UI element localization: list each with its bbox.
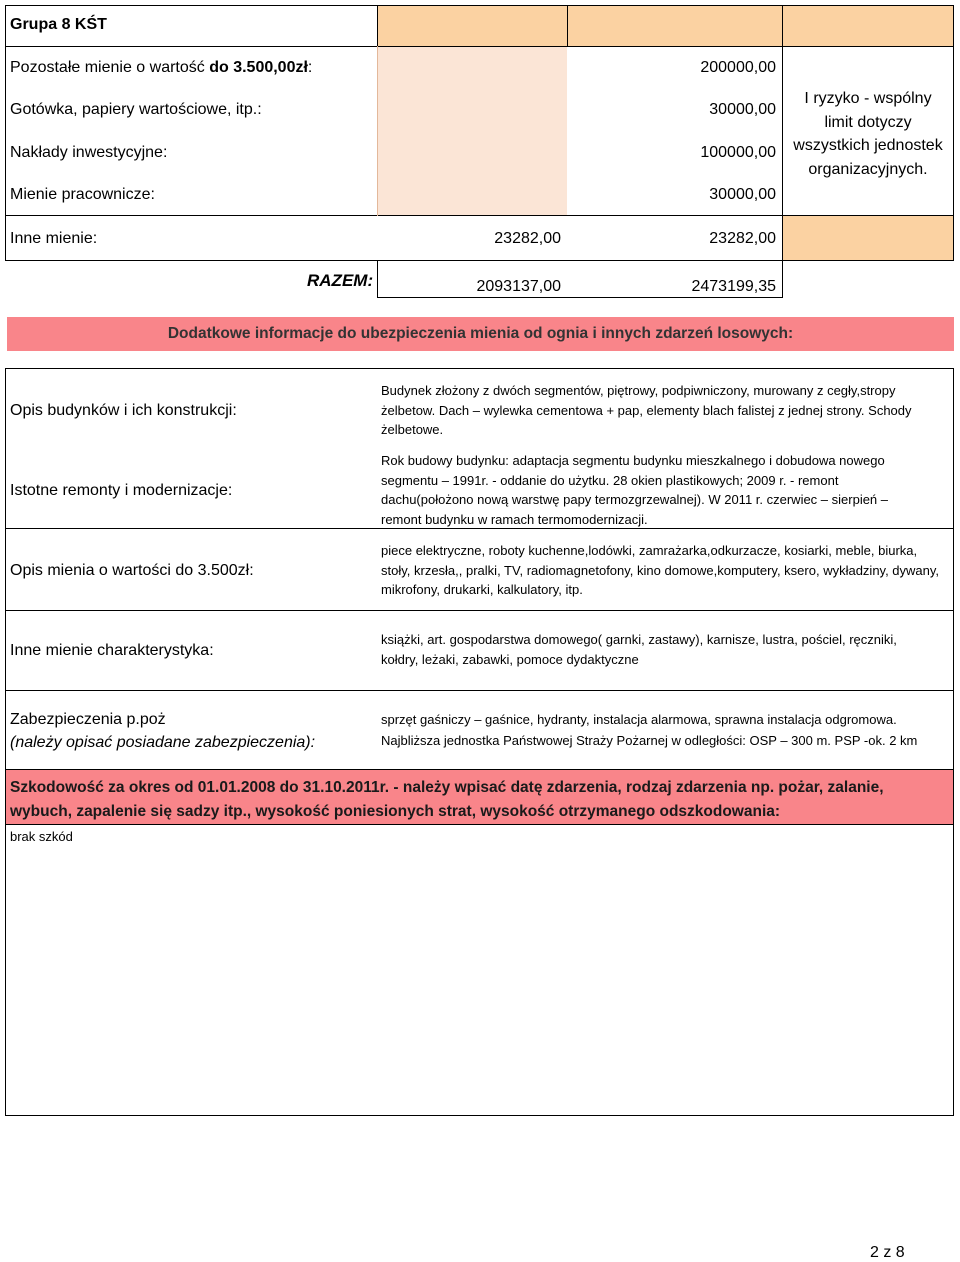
damages-content: brak szkód [10,829,73,844]
renovations-text: Rok budowy budynku: adaptacja segmentu budynku mieszkalnego i dobudowa nowego segmentu – 1991r. - oddanie do użytku. 28 okien plastikowych; 2009 r. - remont dachu(położono nową warstwę papy termozgrzewalnej). W 2011 r. czerwiec – sierpień – remont budynku w ramach termomodernizacji. [381,453,889,527]
fire-protection-block [5,690,954,770]
buildings-label: Opis budynków i ich konstrukcji: [10,402,237,419]
info-banner: Dodatkowe informacje do ubezpieczenia mienia od ognia i innych zdarzeń losowych: [7,317,954,351]
renovations-label: Istotne remonty i modernizacje: [10,482,233,499]
row-value1-other-property: 23282,00 [494,230,561,247]
header-cell-2 [567,5,783,47]
row-value-investment: 100000,00 [700,144,776,161]
other-assets-text: książki, art. gospodarstwa domowego( garnki, zastawy), karnisze, lustra, pościel, ręczniki, kołdry, leżaki, zabawki, pomoce dydaktyczne [381,632,897,667]
row-value-cash: 30000,00 [709,101,776,118]
total-value1: 2093137,00 [476,278,561,295]
row4-value1-cell [378,173,567,215]
row-divider [5,215,783,216]
shared-limit-note: I ryzyko - wspólny limit dotyczy wszystkich jednostek organizacyjnych. [782,46,954,216]
total-value2: 2473199,35 [691,278,776,295]
row1-value1-cell [378,47,567,89]
fire-protection-label: Zabezpieczenia p.poż [10,711,166,728]
row-label-employee: Mienie pracownicze: [10,186,155,203]
fire-protection-line2: Najbliższa jednostka Państwowej Straży Pożarnej w odległości: OSP – 300 m. PSP -ok. 2 km [381,733,918,748]
row-value2-other-property: 23282,00 [709,230,776,247]
total-label: RAZEM: [307,271,374,290]
header-cell-3 [782,5,954,47]
damages-heading: Szkodowość za okres od 01.01.2008 do 31.10.2011r. - należy wpisać datę zdarzenia, rodzaj zdarzenia np. pożar, zalanie, wybuch, zapalenie się sadzy itp., wysokość poniesionych strat, wysokość otrzymanego odszkodowania: [5,769,954,825]
row-value-other-assets: 200000,00 [700,59,776,76]
other-assets-label: Inne mienie charakterystyka: [10,642,214,659]
side-peach-cell [782,215,954,261]
section-divider [5,528,954,529]
fire-protection-line1: sprzęt gaśniczy – gaśnice, hydranty, instalacja alarmowa, sprawna instalacja odgromowa. [381,712,897,727]
low-value-text: piece elektryczne, roboty kuchenne,lodówki, zamrażarka,odkurzacze, kosiarki, meble, biurka, stoły, krzesła,, pralki, TV, radiomagnetofony, kino domowe,komputery, ksero, wykładziny, dywany, mikrofony, drukarki, kalkulatory, itp. [381,543,940,597]
row-label-other-assets: Pozostałe mienie o wartość do 3.500,00zł: [10,59,313,76]
page-number: 2 z 8 [870,1244,905,1261]
row3-value1-cell [378,131,567,173]
row-label-investment: Nakłady inwestycyjne: [10,144,168,161]
damages-content-box [5,824,954,1116]
buildings-text: Budynek złożony z dwóch segmentów, piętrowy, podpiwniczony, murowany z cegły,stropy żelbetow. Dach – wylewka cementowa + pap, elementy blach falistej z jednej strony. Schody żelbetowe. [381,383,912,437]
low-value-label: Opis mienia o wartości do 3.500zł: [10,562,254,579]
group-title: Grupa 8 KŚT [5,5,378,47]
row-label-cash: Gotówka, papiery wartościowe, itp.: [10,101,262,118]
row2-value1-cell [378,89,567,131]
row-label-other-property: Inne mienie: [10,230,98,247]
row-value-employee: 30000,00 [709,186,776,203]
header-cell-1 [377,5,568,47]
fire-protection-label-hint: (należy opisać posiadane zabezpieczenia): [10,734,316,751]
value1-column-divider [377,46,378,216]
